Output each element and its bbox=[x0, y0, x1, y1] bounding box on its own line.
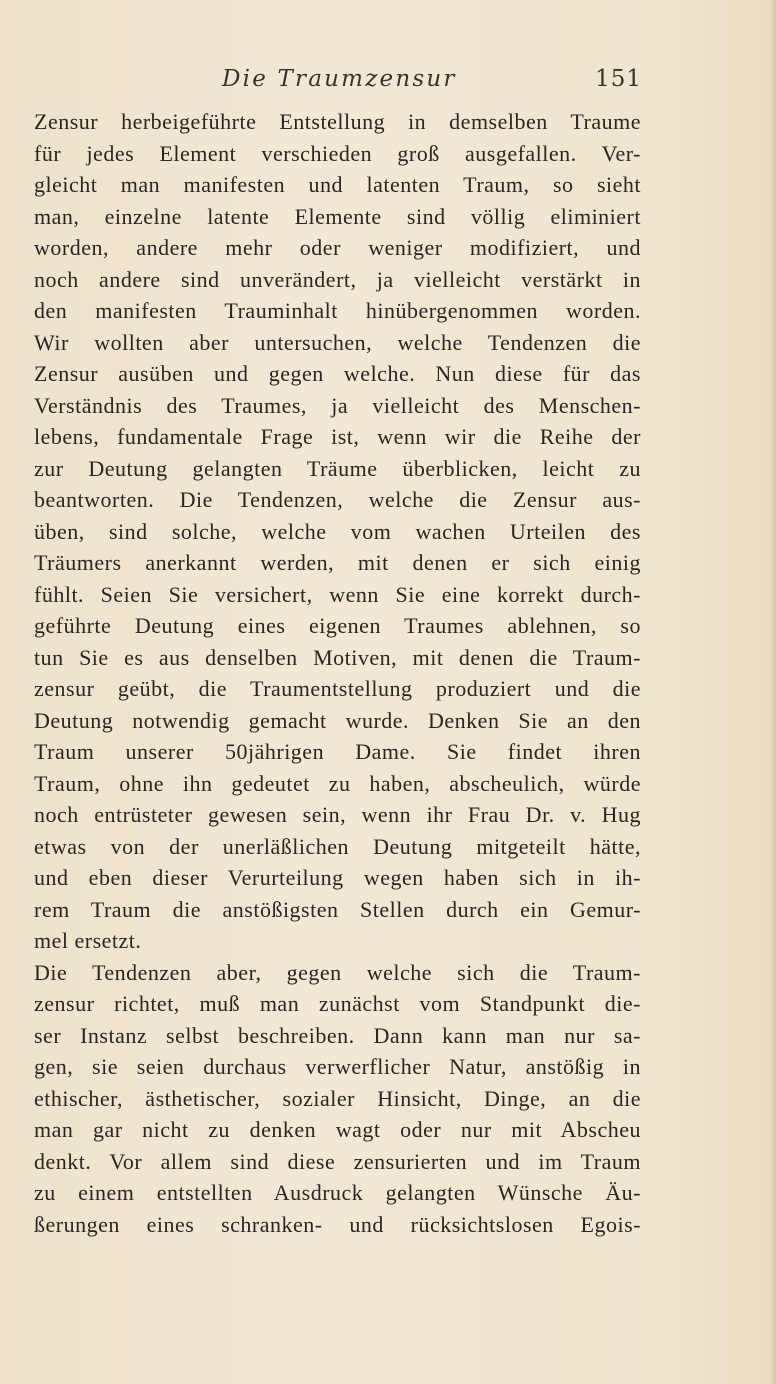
text-line: man, einzelne latente Elemente sind völlig eliminiert bbox=[34, 203, 641, 229]
text-line: noch andere sind unverändert, ja vielleicht verstärkt in bbox=[34, 266, 641, 292]
running-head bbox=[0, 66, 776, 96]
text-line: tun Sie es aus denselben Motiven, mit denen die Traum- bbox=[34, 644, 641, 670]
text-line: lebens, fundamentale Frage ist, wenn wir die Reihe der bbox=[34, 424, 641, 449]
text-line: und eben dieser Verurteilung wegen haben sich in ih- bbox=[34, 865, 641, 890]
text-line: für jedes Element verschieden groß ausgefallen. Ver- bbox=[34, 140, 641, 166]
text-line: Zensur ausüben und gegen welche. Nun diese für das bbox=[34, 361, 641, 386]
text-line: zensur richtet, muß man zunächst vom Standpunkt die- bbox=[34, 991, 641, 1016]
paragraph-3 bbox=[34, 957, 641, 1241]
text-line: zensur geübt, die Traumentstellung produziert und die bbox=[34, 676, 641, 701]
text-line: beantworten. Die Tendenzen, welche die Zensur aus- bbox=[34, 487, 641, 512]
text-line: zur Deutung gelangten Träume überblicken, leicht zu bbox=[34, 455, 641, 481]
body-text bbox=[34, 106, 641, 1240]
text-line: gen, sie seien durchaus verwerflicher Natur, anstößig in bbox=[34, 1054, 641, 1079]
text-line: geführte Deutung eines eigenen Traumes ablehnen, so bbox=[34, 613, 641, 638]
text-line: Traum, ohne ihn gedeutet zu haben, abscheulich, würde bbox=[34, 770, 641, 796]
text-line: zu einem entstellten Ausdruck gelangten Wünsche Äu- bbox=[34, 1180, 641, 1205]
text-line: Deutung notwendig gemacht wurde. Denken Sie an den bbox=[34, 707, 641, 733]
text-line: mel ersetzt. bbox=[34, 928, 142, 953]
text-line: Die Tendenzen aber, gegen welche sich die Traum- bbox=[34, 959, 641, 985]
text-line: üben, sind solche, welche vom wachen Urteilen des bbox=[34, 518, 641, 544]
page-number: 151 bbox=[595, 66, 642, 92]
paragraph-1 bbox=[34, 106, 641, 327]
text-line: man gar nicht zu denken wagt oder nur mit Abscheu bbox=[34, 1117, 641, 1142]
text-line: ethischer, ästhetischer, sozialer Hinsicht, Dinge, an die bbox=[34, 1085, 641, 1111]
text-line: Wir wollten aber untersuchen, welche Tendenzen die bbox=[34, 329, 641, 355]
text-line: worden, andere mehr oder weniger modifiziert, und bbox=[34, 235, 641, 260]
text-line: fühlt. Seien Sie versichert, wenn Sie eine korrekt durch- bbox=[34, 581, 641, 607]
text-line: ser Instanz selbst beschreiben. Dann kann man nur sa- bbox=[34, 1022, 641, 1048]
text-line: rem Traum die anstößigsten Stellen durch ein Gemur- bbox=[34, 896, 641, 922]
text-line: ßerungen eines schranken- und rücksichtslosen Egois- bbox=[34, 1211, 641, 1237]
text-line: noch entrüsteter gewesen sein, wenn ihr Frau Dr. v. Hug bbox=[34, 802, 641, 827]
text-line: gleicht man manifesten und latenten Traum, so sieht bbox=[34, 172, 641, 197]
text-line: denkt. Vor allem sind diese zensurierten und im Traum bbox=[34, 1148, 641, 1174]
text-line: etwas von der unerläßlichen Deutung mitgeteilt hätte, bbox=[34, 833, 641, 859]
running-title: Die Traumzensur bbox=[222, 66, 457, 92]
paragraph-2 bbox=[34, 327, 641, 957]
text-line: Traum unserer 50jährigen Dame. Sie findet ihren bbox=[34, 739, 641, 764]
text-line: den manifesten Trauminhalt hinübergenommen worden. bbox=[34, 298, 641, 323]
text-line: Träumers anerkannt werden, mit denen er sich einig bbox=[34, 550, 641, 575]
text-line: Zensur herbeigeführte Entstellung in demselben Traume bbox=[34, 109, 641, 134]
text-line: Verständnis des Traumes, ja vielleicht des Menschen- bbox=[34, 392, 641, 418]
page-edge-shadow bbox=[770, 0, 776, 1384]
